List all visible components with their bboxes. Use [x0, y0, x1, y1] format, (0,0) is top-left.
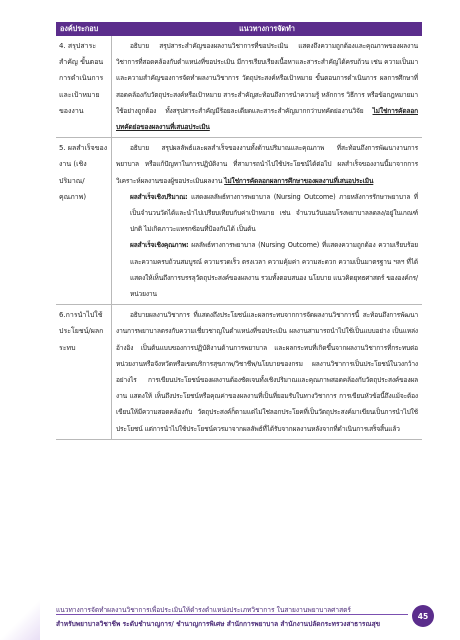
page-number: 45	[412, 605, 434, 627]
footer-subtitle: สำหรับพยาบาลวิชาชีพ ระดับชำนาญการ/ ชำนาญการพิเศษ สำนักการพยาบาล สำนักงานปลัดกระทรวงสาธารณสุข	[56, 620, 381, 628]
footer-title: แนวทางการจัดทำผลงานวิชาการเพื่อประเมินให้ดำรงตำแหน่งประเภทวิชาการ ในสายงานพยาบาลศาสตร์	[56, 606, 351, 614]
quantitative-title: ผลสำเร็จเชิงปริมาณ:	[130, 192, 188, 201]
table-row	[56, 36, 422, 138]
qualitative-text: ผลลัพธ์ทางการพยาบาล (Nursing Outcome) ที่แสดงความถูกต้อง ความเรียบร้อยและความครบถ้วนสมบูรณ์ ความรวดเร็ว ตรงเวลา ความคุ้มค่า ความสะดวก ความเป็นมาตรฐาน ฯลฯ ที่ได้ แสดงให้เห็นถึงการบรรลุวัตถุประสงค์ของผลงาน รวมทั้งตอบสนอง นโยบาย แนวคิดยุทธศาสตร์ ขององค์กร/หน่วยงาน	[130, 241, 418, 299]
row-emphasis: ไม่ใช่การคัดลอกบทคัดย่อของผลงานที่เสนอประเมิน	[116, 106, 418, 132]
row-description	[112, 138, 422, 304]
row-text: อธิบาย สรุปสาระสำคัญของผลงานวิชาการที่ขอประเมิน แสดงถึงความถูกต้องและคุณภาพของผลงานวิชาการที่สอดคล้องกับตำแหน่งที่ขอประเมิน มีการเรียบเรียงเนื้อหาและสาระสำคัญได้ครบถ้วน เช่น ความเป็นมาและความสำคัญของการจัดทำผลงานวิชาการ วัตถุประสงค์หรือเป้าหมาย ขั้นตอนการดำเนินการ ผลการศึกษาที่สอดคล้องกับวัตถุประสงค์หรือเป้าหมาย สาระสำคัญสะท้อนถึงการนำความรู้ หลักการ วิธีการ หรือข้อกฎหมายมาใช้อย่างถูกต้อง ทั้งสรุปสาระสำคัญมีร้อยละเดียดและสาระสำคัญมากกว่าบทคัดย่องานวิจัย	[116, 42, 418, 115]
qualitative-title: ผลสำเร็จเชิงคุณภาพ:	[130, 241, 189, 250]
row-label: 5. ผลสำเร็จของงาน (เชิงปริมาณ/คุณภาพ)	[56, 138, 112, 304]
footer-divider	[56, 614, 408, 615]
quantitative-text: แสดงผลลัพธ์ทางการพยาบาล (Nursing Outcome) ภายหลังการรักษาพยาบาล ที่เป็นจำนวนวัดได้และนำไปเปรียบเทียบกับค่าเป้าหมาย เช่น จำนวนวันนอนโรงพยาบาลลดลง/อยู่ในเกณฑ์ปกติ ไม่เกิดภาวะแทรกซ้อนที่ป้องกันได้ เป็นต้น	[130, 192, 418, 234]
row-label: 4. สรุปสาระสำคัญ ขั้นตอนการดำเนินการ และเป้าหมายของงาน	[56, 36, 112, 137]
table-header	[56, 22, 422, 36]
row-text: อธิบาย สรุปผลลัพธ์และผลสำเร็จของงานทั้งด้านปริมาณและคุณภาพ ที่สะท้อนถึงการพัฒนางานการพยาบาล หรือแก้ปัญหาในการปฏิบัติงาน ที่สามารถนำไปใช้ประโยชน์ได้ต่อไป ผลสำเร็จของงานนี้มาจากการวิเคราะห์ผลงานของผู้ขอประเมินผลงาน	[116, 144, 418, 185]
table-row	[56, 138, 422, 305]
row-label: 6.การนำไปใช้ประโยชน์/ผลกระทบ	[56, 305, 112, 439]
corner-decoration	[0, 598, 40, 640]
row-text: อธิบายผลงานวิชาการ ที่แสดงถึงประโยชน์และผลกระทบจากการจัดผลงานวิชาการนี้ สะท้อนถึงการพัฒนางานการพยาบาลตรงกับความเชี่ยวชาญในตำแหน่งที่ขอประเมิน ผลงานสามารถนำไปใช้เป็นแบบอย่าง เป็นแหล่งอ้างอิง เป็นต้นแบบของการปฏิบัติงานด้านการพยาบาล และผลกระทบที่เกิดขึ้นจากผลงานวิชาการที่กระทบต่อหน่วยงานหรือจังหวัดหรือเขตบริการสุขภาพ/วิชาชีพ/นโยบายของกรม ผลงานวิชาการเป็นประโยชน์ในวงกว้างอย่างไร การเขียนประโยชน์ของผลงานต้องชัดเจนทั้งเชิงปริมาณและคุณภาพสอดคล้องกับวัตถุประสงค์ของผลงาน แสดงให้ เห็นถึงประโยชน์หรือคุณค่าของผลงานที่เป็นที่ยอมรับในทางวิชาการ การเขียนหัวข้อนี้ถึงแม้จะต้องเขียนให้มีความสอดคล้องกับ วัตถุประสงค์ก็ตามแต่ไม่ใช่ลอกประโยคที่เป็นวัตถุประสงค์มาเขียนเป็นการนำไปใช้ประโยชน์ แต่การนำไปใช้ประโยชน์ควรมาจากผลลัพธ์ที่ได้รับจากผลงานหลังจากที่ดำเนินการเสร็จสิ้นแล้ว	[116, 311, 418, 433]
row-description	[112, 305, 422, 439]
row-description	[112, 36, 422, 137]
content-table	[56, 22, 422, 440]
header-component: องค์ประกอบ	[60, 23, 99, 33]
row-emphasis: ไม่ใช่การคัดลอกผลการศึกษาของผลงานที่เสนอประเมิน	[224, 176, 374, 185]
table-row	[56, 305, 422, 440]
header-guideline: แนวทางการจัดทำ	[239, 23, 295, 33]
